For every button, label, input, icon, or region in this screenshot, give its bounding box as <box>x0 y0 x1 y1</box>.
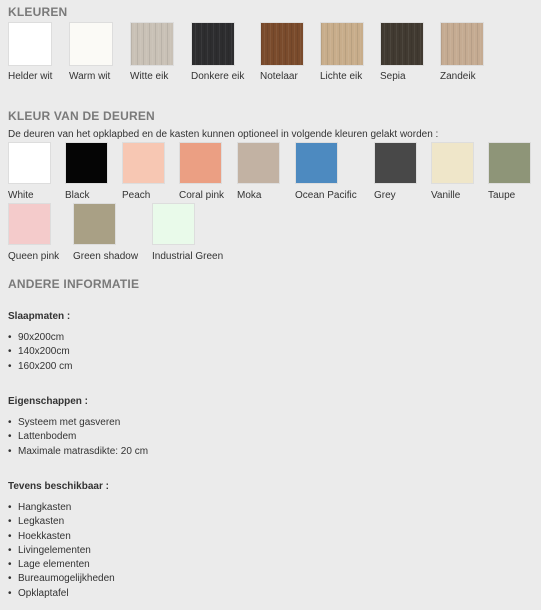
color-swatch-label: Taupe <box>488 190 516 201</box>
list-item: • Hoekkasten <box>8 530 115 544</box>
beschikbaar-heading: Tevens beschikbaar : <box>8 481 109 492</box>
color-swatch <box>431 142 474 184</box>
color-swatch <box>8 22 52 66</box>
color-swatch <box>8 142 51 184</box>
color-swatch-label: White <box>8 190 34 201</box>
list-item: • Systeem met gasveren <box>8 416 148 430</box>
deuren-intro: De deuren van het opklapbed en de kasten kunnen optioneel in volgende kleuren gelakt worden : <box>8 129 439 140</box>
color-swatch-label: Industrial Green <box>152 251 224 262</box>
color-swatch <box>320 22 364 66</box>
list-item: • Lattenbodem <box>8 430 148 444</box>
list-item: • Hangkasten <box>8 501 115 515</box>
deuren-heading: KLEUR VAN DE DEUREN <box>8 109 155 123</box>
list-item: • Opklaptafel <box>8 587 115 601</box>
list-item: • 160x200 cm <box>8 360 72 374</box>
color-swatch <box>295 142 338 184</box>
color-swatch-label: Witte eik <box>130 71 169 82</box>
color-swatch-label: Grey <box>374 190 396 201</box>
color-swatch-label: Black <box>65 190 90 201</box>
color-swatch-label: Queen pink <box>8 251 60 262</box>
color-swatch-label: Coral pink <box>179 190 225 201</box>
color-swatch <box>179 142 222 184</box>
eigenschappen-list <box>8 416 148 459</box>
color-swatch <box>8 203 51 245</box>
list-item: • Livingelementen <box>8 544 115 558</box>
color-swatch <box>130 22 174 66</box>
color-swatch-label: Peach <box>122 190 151 201</box>
color-swatch <box>122 142 165 184</box>
list-item: • Legkasten <box>8 515 115 529</box>
slaapmaten-list <box>8 331 72 374</box>
list-item: • Lage elementen <box>8 558 115 572</box>
list-item: • 90x200cm <box>8 331 72 345</box>
andere-heading: ANDERE INFORMATIE <box>8 277 140 291</box>
color-swatch <box>69 22 113 66</box>
list-item: • Bureaumogelijkheden <box>8 572 115 586</box>
color-swatch-label: Zandeik <box>440 71 476 82</box>
color-swatch <box>191 22 235 66</box>
eigenschappen-heading: Eigenschappen : <box>8 396 89 407</box>
color-swatch-label: Ocean Pacific <box>295 190 357 201</box>
color-swatch <box>65 142 108 184</box>
color-swatch <box>237 142 280 184</box>
color-swatch-label: Donkere eik <box>191 71 245 82</box>
color-swatch-label: Lichte eik <box>320 71 363 82</box>
color-swatch <box>488 142 531 184</box>
kleuren-heading: KLEUREN <box>8 5 68 19</box>
color-swatch <box>73 203 116 245</box>
color-swatch-label: Moka <box>237 190 262 201</box>
list-item: • Maximale matrasdikte: 20 cm <box>8 445 148 459</box>
beschikbaar-list <box>8 501 115 601</box>
color-swatch-label: Green shadow <box>73 251 139 262</box>
color-swatch-label: Warm wit <box>69 71 111 82</box>
color-swatch <box>152 203 195 245</box>
list-item: • 140x200cm <box>8 345 72 359</box>
color-swatch-label: Notelaar <box>260 71 298 82</box>
color-swatch-label: Sepia <box>380 71 406 82</box>
slaapmaten-heading: Slaapmaten : <box>8 311 71 322</box>
color-swatch-label: Helder wit <box>8 71 53 82</box>
color-swatch <box>374 142 417 184</box>
color-swatch <box>440 22 484 66</box>
color-swatch <box>260 22 304 66</box>
color-swatch-label: Vanille <box>431 190 461 201</box>
color-swatch <box>380 22 424 66</box>
